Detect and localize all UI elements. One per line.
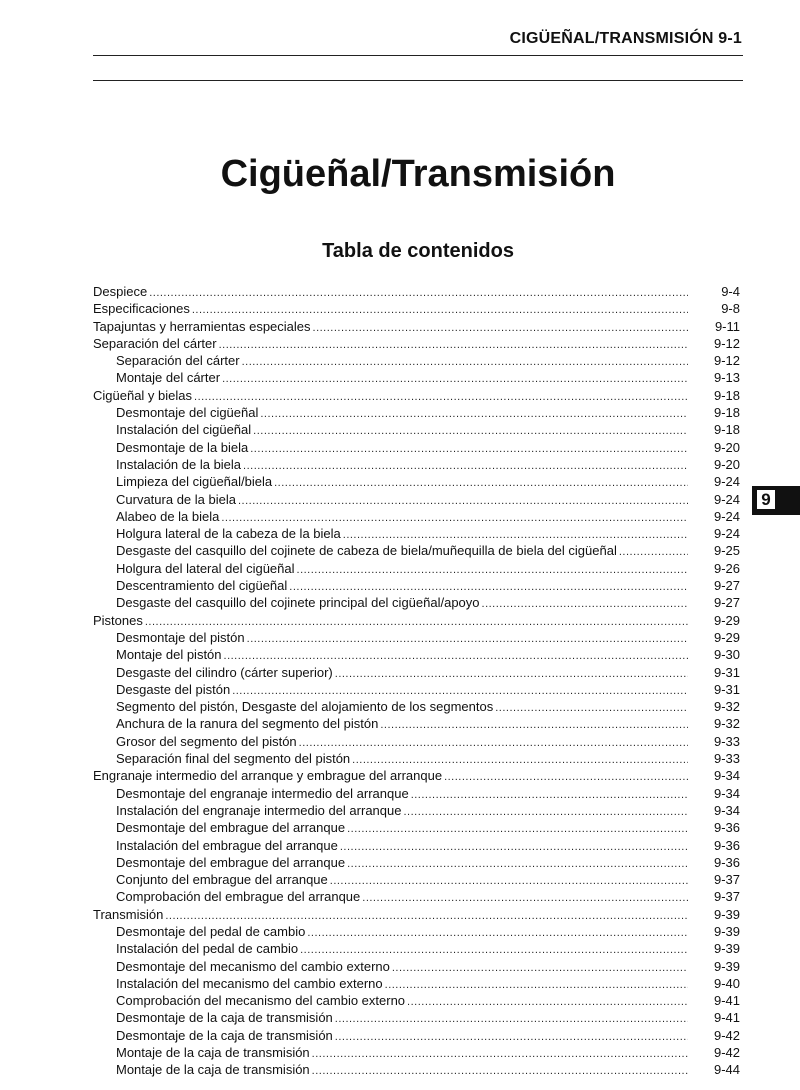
- toc-leader-dots: [299, 735, 688, 752]
- toc-entry-label: Instalación del engranaje intermedio del arranque: [116, 802, 402, 818]
- toc-entry-label: Desgaste del casquillo del cojinete de cabeza de biela/muñequilla de biela del cigüeñal: [116, 543, 617, 559]
- toc-leader-dots: [347, 856, 688, 873]
- toc-leader-dots: [403, 804, 688, 821]
- toc-entry-label: Desgaste del pistón: [116, 681, 231, 697]
- header-rule-bottom: [93, 80, 743, 81]
- toc-entry-page: 9-39: [713, 958, 740, 974]
- toc-entry-page: 9-33: [713, 751, 740, 767]
- toc-entry-label: Engranaje intermedio del arranque y embrague del arranque: [93, 768, 443, 784]
- toc-entry-label: Comprobación del embrague del arranque: [116, 889, 361, 905]
- toc-entry: [93, 715, 740, 732]
- toc-entry-page: 9-42: [713, 1027, 740, 1043]
- toc-entry-page: 9-25: [713, 543, 740, 559]
- toc-entry-page: 9-29: [713, 629, 740, 645]
- toc-entry-page: 9-31: [713, 681, 740, 697]
- toc-entry-label: Desmontaje del embrague del arranque: [116, 820, 346, 836]
- toc-entry-label: Tapajuntas y herramientas especiales: [93, 318, 311, 334]
- toc-entry: [93, 369, 740, 386]
- toc-leader-dots: [444, 769, 688, 786]
- toc-entry-page: 9-31: [713, 664, 740, 680]
- toc-entry-label: Montaje de la caja de transmisión: [116, 1045, 310, 1061]
- toc-entry-label: Conjunto del embrague del arranque: [116, 872, 328, 888]
- toc-entry-label: Especificaciones: [93, 301, 190, 317]
- toc-entry-page: 9-36: [713, 854, 740, 870]
- toc-entry: [93, 508, 740, 525]
- toc-entry-page: 9-30: [713, 647, 740, 663]
- toc-leader-dots: [482, 596, 688, 613]
- toc-entry-label: Segmento del pistón, Desgaste del alojamiento de los segmentos: [116, 699, 494, 715]
- toc-entry: [93, 404, 740, 421]
- toc-entry: [93, 318, 740, 335]
- toc-entry: [93, 473, 740, 490]
- toc-entry-page: 9-32: [713, 716, 740, 732]
- toc-leader-dots: [297, 562, 688, 579]
- toc-entry-label: Instalación del embrague del arranque: [116, 837, 338, 853]
- toc-entry-label: Holgura del lateral del cigüeñal: [116, 560, 295, 576]
- toc-leader-dots: [307, 925, 688, 942]
- toc-entry: [93, 871, 740, 888]
- toc-entry-label: Descentramiento del cigüeñal: [116, 578, 288, 594]
- toc-leader-dots: [260, 406, 688, 423]
- table-of-contents: [93, 283, 740, 1079]
- toc-entry: [93, 819, 740, 836]
- toc-entry: [93, 646, 740, 663]
- toc-leader-dots: [194, 389, 688, 406]
- toc-entry: [93, 456, 740, 473]
- toc-entry-page: 9-11: [714, 318, 740, 334]
- toc-entry: [93, 577, 740, 594]
- toc-entry-label: Transmisión: [93, 906, 164, 922]
- toc-entry-page: 9-27: [713, 595, 740, 611]
- toc-leader-dots: [242, 354, 688, 371]
- toc-entry-page: 9-20: [713, 456, 740, 472]
- toc-entry-label: Despiece: [93, 284, 148, 299]
- toc-entry-label: Curvatura de la biela: [116, 491, 236, 507]
- toc-leader-dots: [335, 1029, 688, 1046]
- toc-entry: [93, 560, 740, 577]
- toc-leader-dots: [392, 960, 688, 977]
- toc-entry: [93, 283, 740, 300]
- toc-entry: [93, 387, 740, 404]
- toc-entry-page: 9-12: [713, 353, 740, 369]
- toc-entry-page: 9-24: [713, 491, 740, 507]
- toc-entry-page: 9-24: [713, 526, 740, 542]
- toc-entry-label: Desmontaje del embrague del arranque: [116, 854, 346, 870]
- toc-entry: [93, 1009, 740, 1026]
- chapter-tab: [752, 486, 800, 515]
- toc-entry-page: 9-34: [713, 802, 740, 818]
- toc-leader-dots: [313, 320, 688, 337]
- toc-entry-label: Separación final del segmento del pistón: [116, 751, 351, 767]
- toc-entry: [93, 992, 740, 1009]
- toc-entry-page: 9-39: [713, 906, 740, 922]
- toc-entry: [93, 906, 740, 923]
- toc-entry-label: Anchura de la ranura del segmento del pistón: [116, 716, 379, 732]
- toc-entry-page: 9-18: [713, 387, 740, 403]
- toc-entry-page: 9-41: [713, 1010, 740, 1026]
- toc-entry-page: 9-18: [713, 422, 740, 438]
- toc-entry: [93, 300, 740, 317]
- toc-entry-label: Cigüeñal y bielas: [93, 387, 193, 403]
- toc-entry: [93, 785, 740, 802]
- toc-entry: [93, 491, 740, 508]
- toc-entry-label: Desmontaje del pistón: [116, 629, 245, 645]
- toc-leader-dots: [362, 890, 688, 907]
- toc-entry: [93, 352, 740, 369]
- toc-entry-label: Grosor del segmento del pistón: [116, 733, 297, 749]
- toc-entry: [93, 439, 740, 456]
- toc-entry-page: 9-27: [713, 578, 740, 594]
- toc-leader-dots: [149, 285, 688, 302]
- toc-leader-dots: [312, 1046, 688, 1063]
- toc-entry-label: Alabeo de la biela: [116, 508, 220, 524]
- toc-leader-dots: [335, 1011, 688, 1028]
- toc-entry: [93, 923, 740, 940]
- toc-entry-label: Separación del cárter: [116, 353, 240, 369]
- toc-entry-page: 9-40: [713, 975, 740, 991]
- toc-leader-dots: [238, 493, 688, 510]
- toc-entry-label: Desmontaje de la caja de transmisión: [116, 1010, 333, 1026]
- toc-leader-dots: [335, 666, 688, 683]
- toc-entry-label: Montaje de la caja de transmisión: [116, 1062, 310, 1078]
- toc-entry: [93, 733, 740, 750]
- toc-entry-page: 9-18: [713, 405, 740, 421]
- toc-leader-dots: [247, 631, 688, 648]
- toc-entry: [93, 525, 740, 542]
- toc-entry-label: Instalación de la biela: [116, 456, 242, 472]
- toc-entry-label: Separación del cárter: [93, 335, 217, 351]
- toc-entry: [93, 854, 740, 871]
- toc-entry-page: 9-4: [721, 284, 740, 299]
- toc-leader-dots: [347, 821, 688, 838]
- chapter-number: 9: [756, 489, 776, 510]
- toc-entry: [93, 594, 740, 611]
- toc-leader-dots: [222, 371, 688, 388]
- toc-entry-label: Montaje del pistón: [116, 647, 222, 663]
- toc-entry-page: 9-34: [713, 785, 740, 801]
- toc-leader-dots: [312, 1063, 688, 1080]
- toc-entry: [93, 681, 740, 698]
- toc-entry-page: 9-42: [713, 1045, 740, 1061]
- toc-leader-dots: [274, 475, 688, 492]
- toc-entry: [93, 421, 740, 438]
- toc-entry: [93, 837, 740, 854]
- toc-leader-dots: [340, 839, 688, 856]
- toc-leader-dots: [411, 787, 688, 804]
- toc-entry-label: Limpieza del cigüeñal/biela: [116, 474, 273, 490]
- toc-entry: [93, 888, 740, 905]
- toc-entry: [93, 975, 740, 992]
- toc-entry: [93, 698, 740, 715]
- toc-leader-dots: [243, 458, 688, 475]
- toc-entry: [93, 958, 740, 975]
- toc-entry: [93, 1027, 740, 1044]
- toc-entry: [93, 542, 740, 559]
- toc-entry-page: 9-26: [713, 560, 740, 576]
- running-header: CIGÜEÑAL/TRANSMISIÓN 9-1: [509, 30, 742, 47]
- toc-entry-label: Desmontaje del pedal de cambio: [116, 923, 306, 939]
- toc-entry-label: Desgaste del casquillo del cojinete principal del cigüeñal/apoyo: [116, 595, 480, 611]
- toc-leader-dots: [380, 717, 688, 734]
- toc-entry-page: 9-13: [713, 370, 740, 386]
- header-rule-top: [93, 55, 743, 56]
- toc-entry: [93, 664, 740, 681]
- toc-entry-page: 9-39: [713, 941, 740, 957]
- toc-entry-page: 9-39: [713, 923, 740, 939]
- toc-entry-label: Desmontaje de la biela: [116, 439, 249, 455]
- toc-entry-label: Desmontaje de la caja de transmisión: [116, 1027, 333, 1043]
- toc-entry: [93, 1044, 740, 1061]
- toc-entry-label: Instalación del mecanismo del cambio externo: [116, 975, 383, 991]
- toc-entry-page: 9-8: [721, 301, 740, 317]
- toc-leader-dots: [495, 700, 688, 717]
- toc-entry-page: 9-34: [713, 768, 740, 784]
- toc-leader-dots: [619, 544, 688, 561]
- page-title: Cigüeñal/Transmisión: [220, 153, 616, 195]
- toc-entry: [93, 335, 740, 352]
- toc-entry-page: 9-36: [713, 837, 740, 853]
- toc-leader-dots: [219, 337, 688, 354]
- toc-entry: [93, 629, 740, 646]
- toc-leader-dots: [385, 977, 688, 994]
- toc-entry-label: Desmontaje del mecanismo del cambio externo: [116, 958, 390, 974]
- toc-leader-dots: [407, 994, 688, 1011]
- toc-entry-page: 9-37: [713, 889, 740, 905]
- toc-entry-page: 9-29: [713, 612, 740, 628]
- toc-entry: [93, 940, 740, 957]
- toc-entry-page: 9-32: [713, 699, 740, 715]
- toc-entry-page: 9-41: [713, 993, 740, 1009]
- toc-entry-page: 9-36: [713, 820, 740, 836]
- toc-entry-label: Instalación del pedal de cambio: [116, 941, 299, 957]
- toc-entry: [93, 750, 740, 767]
- toc-entry-page: 9-12: [713, 335, 740, 351]
- toc-entry-page: 9-33: [713, 733, 740, 749]
- toc-entry: [93, 767, 740, 784]
- toc-entry: [93, 1061, 740, 1078]
- toc-entry-page: 9-24: [713, 474, 740, 490]
- toc-entry-label: Montaje del cárter: [116, 370, 221, 386]
- toc-entry-page: 9-37: [713, 872, 740, 888]
- toc-entry-label: Comprobación del mecanismo del cambio externo: [116, 993, 406, 1009]
- toc-entry-label: Instalación del cigüeñal: [116, 422, 252, 438]
- toc-heading: Tabla de contenidos: [322, 240, 514, 262]
- toc-entry-label: Desmontaje del engranaje intermedio del arranque: [116, 785, 409, 801]
- toc-entry-page: 9-44: [713, 1062, 740, 1078]
- toc-entry-page: 9-20: [713, 439, 740, 455]
- toc-leader-dots: [253, 423, 688, 440]
- toc-entry: [93, 612, 740, 629]
- toc-leader-dots: [250, 441, 688, 458]
- toc-entry-label: Desgaste del cilindro (cárter superior): [116, 664, 333, 680]
- toc-entry-label: Pistones: [93, 612, 143, 628]
- toc-entry-page: 9-24: [713, 508, 740, 524]
- toc-entry: [93, 802, 740, 819]
- toc-entry-label: Holgura lateral de la cabeza de la biela: [116, 526, 341, 542]
- toc-entry-label: Desmontaje del cigüeñal: [116, 405, 259, 421]
- toc-leader-dots: [330, 873, 688, 890]
